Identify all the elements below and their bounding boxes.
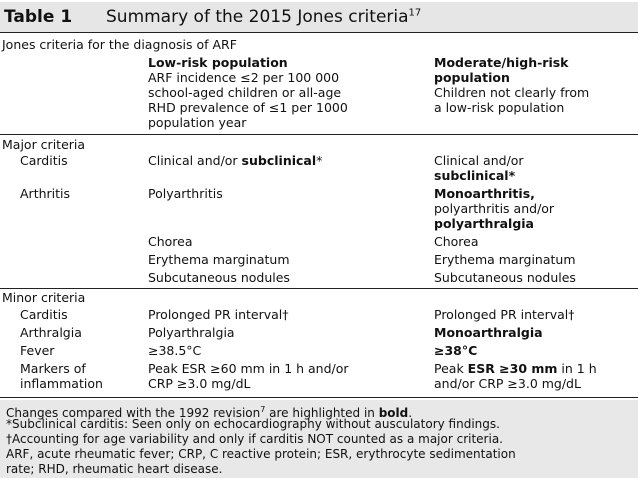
major-chorea-moderate: Chorea: [434, 234, 479, 249]
footnote-abbreviations: ARF, acute rheumatic fever; CRP, C reactive protein; ESR, erythrocyte sedimentation: [6, 447, 516, 461]
header-low-line: ARF incidence ≤2 per 100 000: [148, 70, 340, 85]
header-moderate-risk: Moderate/high-risk: [434, 55, 569, 70]
cell-bold-text: ESR ≥30 mm: [467, 361, 558, 376]
footnotes-panel: [0, 400, 638, 478]
minor-fever-low: ≥38.5°C: [148, 343, 202, 358]
major-criteria-heading: Major criteria: [2, 137, 86, 152]
table-title-text: Summary of the 2015 Jones criteria: [106, 7, 409, 27]
divider-minor: [0, 288, 638, 289]
minor-criteria-heading: Minor criteria: [2, 290, 86, 305]
title-reference: 17: [408, 7, 422, 19]
table-title-bar: [0, 2, 638, 32]
minor-markers-label-line: inflammation: [20, 376, 103, 391]
footnote-text: .: [408, 406, 413, 420]
footnote-bold-word: bold: [378, 406, 409, 420]
minor-markers-moderate: [434, 361, 597, 376]
major-erythema-moderate: Erythema marginatum: [434, 252, 576, 267]
minor-markers-low-line: CRP ≥3.0 mg/dL: [148, 376, 251, 391]
major-arthritis-label: Arthritis: [20, 186, 71, 201]
major-arthritis-moderate-line: polyarthritis and/or: [434, 201, 555, 216]
footnote-age-variability: †Accounting for age variability and only if carditis NOT counted as a major criteria.: [6, 432, 503, 446]
minor-arthralgia-moderate: Monoarthralgia: [434, 325, 543, 340]
divider-header: [0, 134, 638, 135]
major-chorea-low: Chorea: [148, 234, 193, 249]
major-arthritis-moderate-line: polyarthralgia: [434, 216, 534, 231]
major-arthritis-moderate: Monoarthritis,: [434, 186, 535, 201]
cell-text: in 1 h: [557, 361, 597, 376]
cell-text: *: [316, 153, 323, 168]
header-low-risk: Low-risk population: [148, 55, 288, 70]
minor-carditis-low: Prolonged PR interval†: [148, 307, 289, 322]
major-nodules-moderate: Subcutaneous nodules: [434, 270, 576, 285]
minor-markers-label: Markers of: [20, 361, 86, 376]
footnote-subclinical: *Subclinical carditis: Seen only on echocardiography without ausculatory findings.: [6, 417, 500, 431]
header-moderate-line: a low-risk population: [434, 100, 565, 115]
minor-arthralgia-low: Polyarthralgia: [148, 325, 235, 340]
divider-footnotes: [0, 397, 638, 398]
major-carditis-moderate: Clinical and/or: [434, 153, 524, 168]
major-carditis-label: Carditis: [20, 153, 68, 168]
cell-text: Peak: [434, 361, 468, 376]
major-erythema-low: Erythema marginatum: [148, 252, 290, 267]
minor-markers-moderate-line: and/or CRP ≥3.0 mg/dL: [434, 376, 581, 391]
minor-arthralgia-label: Arthralgia: [20, 325, 82, 340]
header-moderate-risk-line: population: [434, 70, 510, 85]
major-carditis-moderate-line: subclinical*: [434, 168, 516, 183]
divider-top: [0, 32, 638, 33]
table-number: Table 1: [4, 7, 73, 27]
header-low-line: school-aged children or all-age: [148, 85, 342, 100]
table-caption: Jones criteria for the diagnosis of ARF: [2, 37, 237, 52]
major-nodules-low: Subcutaneous nodules: [148, 270, 290, 285]
major-arthritis-low: Polyarthritis: [148, 186, 223, 201]
major-carditis-low: [148, 153, 322, 168]
table-title: [106, 7, 421, 27]
footnote-abbreviations-line: rate; RHD, rheumatic heart disease.: [6, 462, 223, 476]
header-low-line: population year: [148, 115, 247, 130]
cell-bold-text: subclinical: [241, 153, 317, 168]
minor-carditis-moderate: Prolonged PR interval†: [434, 307, 575, 322]
minor-carditis-label: Carditis: [20, 307, 68, 322]
footnote-text: are highlighted in: [265, 406, 379, 420]
minor-fever-label: Fever: [20, 343, 55, 358]
header-low-line: RHD prevalence of ≤1 per 1000: [148, 100, 348, 115]
cell-text: Clinical and/or: [148, 153, 242, 168]
header-moderate-line: Children not clearly from: [434, 85, 590, 100]
minor-markers-low: Peak ESR ≥60 mm in 1 h and/or: [148, 361, 349, 376]
footnote-reference: 7: [260, 405, 266, 414]
footnote-text: Changes compared with the 1992 revision: [6, 406, 261, 420]
minor-fever-moderate: ≥38°C: [434, 343, 478, 358]
